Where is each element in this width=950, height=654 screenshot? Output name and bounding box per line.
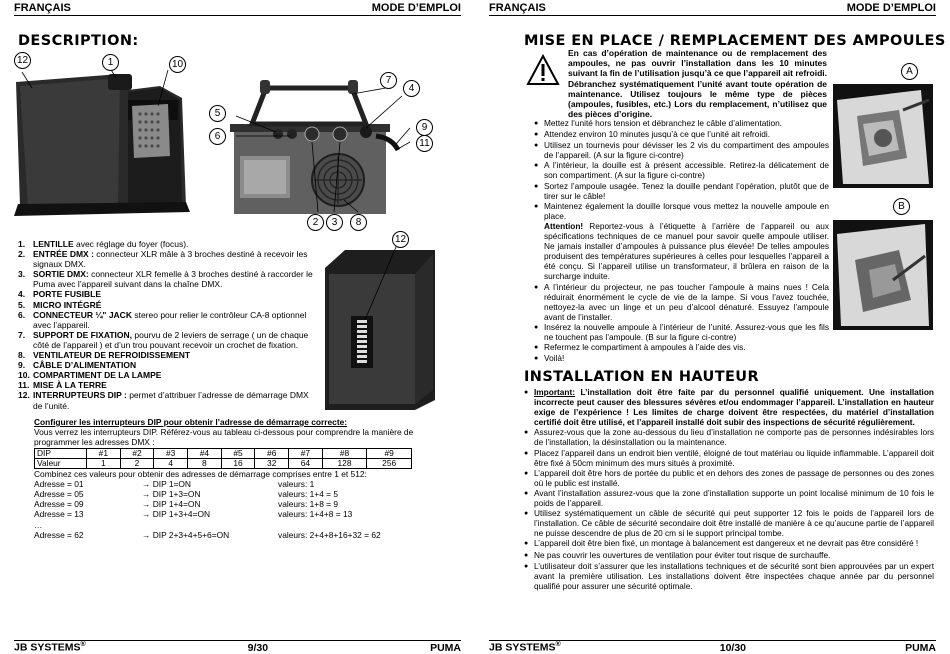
callout-12: 12: [14, 52, 31, 69]
maintenance-warning: En cas d’opération de maintenance ou de remplacement des ampoules, ne pas ouvrir l’installation dans les 10 minutes suivant la fin de l’utilisation jusqu’à ce que l’appareil ait refroidi. Débranchez systématiquement l’unité avant toute opération de maintenance. Utilisez toujours le même type de pièces (ampoules, fusibles, etc.) Lors du remplacement, n’utilisez que des pièces d’origine.: [568, 48, 827, 120]
list-item: 1. LENTILLE avec réglage du foyer (focus).: [18, 239, 189, 249]
list-item: ● Maintenez également la douille lorsque vous mettez la nouvelle ampoule en place.: [534, 200, 829, 221]
description-title: DESCRIPTION:: [18, 33, 139, 49]
list-item: ● A l’intérieur du projecteur, ne pas toucher l’ampoule à mains nues ! Cela réduirait énormément le cycle de vie de la lampe. Si vous l’avez touchée, nettoyez-la avec un linge et un peu d’alcool dénaturé. Essuyez l’ampoule avant de l’installer.: [534, 281, 829, 322]
callout-5: 5: [209, 105, 226, 122]
list-item: 3. SORTIE DMX: connecteur XLR femelle à 3 broches destiné à raccorder le Puma avec l’appareil suivant dans la chaîne DMX.: [18, 269, 313, 290]
brand-label: JB SYSTEMS®: [14, 641, 86, 654]
dip-title: Configurer les interrupteurs DIP pour obtenir l’adresse de démarrage correcte:: [34, 417, 348, 427]
callout-6: 6: [209, 128, 226, 145]
list-item: ● Ne pas couvrir les ouvertures de ventilation pour éviter tout risque de surchauffe.: [524, 549, 831, 560]
list-item: ● Insérez la nouvelle ampoule à l’intérieur de l’unité. Assurez-vous que les fils ne touchent pas l’ampoule. (B sur la figure ci-contre): [534, 321, 829, 342]
model-label: PUMA: [430, 641, 461, 654]
dmx-out-icon: [333, 127, 347, 141]
list-item: ● L’appareil doit être bien fixé, un montage à balancement est dangereux et ne devrait pas être considéré !: [524, 538, 919, 549]
page-footer: [14, 640, 461, 654]
callout-2: 2: [307, 214, 324, 231]
dip-intro: Vous verrez les interrupteurs DIP. Référez-vous au tableau ci-dessous pour comprendre la manière de programmer les adresses DMX :: [34, 427, 414, 448]
example-row: Adresse = 13 → DIP 1+3+4=ON valeurs: 1+4+8 = 13: [34, 509, 353, 520]
maintenance-steps: [534, 118, 829, 364]
list-item: 7. SUPPORT DE FIXATION, pourvu de 2 leviers de serrage ( un de chaque côté de l’appareil ) et d’un trou pouvant recevoir un crochet de fixation.: [18, 329, 309, 350]
dmx-in-icon: [305, 127, 319, 141]
important-note: ● Important: L’installation doit être faite par du personnel qualifié uniquement. Une installation incorrecte peut causer des blessures sévères et/ou endommager l’appareil. L’installation en hauteur exige de l’expérience ! Les limites de charge doivent être respectées, du matériel d’installation certifié doit être utilisé, et l’appareil installé doit subir des inspections de sécurité régulièrement.: [524, 387, 934, 428]
page-footer: [489, 640, 936, 654]
list-item: ● Refermez le compartiment à ampoules à l’aide des vis.: [534, 342, 746, 353]
microphone-icon: [273, 129, 283, 139]
table-row: Valeur 1 2 4 8 16 32 64 128 256: [35, 458, 412, 468]
dip-section: [34, 417, 428, 540]
lamp-figure-a: [833, 80, 933, 190]
page-number: 9/30: [247, 641, 269, 654]
attention-note: Attention! Reportez-vous à l’étiquette à l’arrière de l’appareil ou aux spécifications techniques de ce manuel pour savoir quelle ampoule utiliser. Ne jamais installer d’ampoules à puissance plus élevée! De telles ampoules produisent des températures supérieures à celles pour lesquelles l’appareil a été conçu. Si l’appareil utilise un transformateur, il brûlera en raison de la surcharge induite.: [544, 220, 829, 282]
page-header: [14, 0, 461, 16]
list-item: 11. MISE À LA TERRE: [18, 380, 107, 391]
list-item: ● Utilisez un tournevis pour dévisser les 2 vis du compartiment des ampoules de l’appareil. (A sur la figure ci-contre): [534, 140, 829, 161]
list-item: ● A l’intérieur, la douille est à présent accessible. Retirez-la délicatement de son compartiment. (A sur la figure ci-contre): [534, 160, 829, 181]
list-item: 4. PORTE FUSIBLE: [18, 289, 102, 300]
list-item: ● Mettez l’unité hors tension et débranchez le câble d’alimentation.: [534, 118, 782, 128]
manual-label: MODE D’EMPLOI: [846, 1, 936, 14]
example-row: Adresse = 05 → DIP 1+3=ON valeurs: 1+4 = 5: [34, 489, 339, 500]
unit-side-figure: [10, 56, 195, 226]
language-label: FRANÇAIS: [489, 1, 546, 14]
installation-steps: [524, 387, 934, 591]
installation-title: INSTALLATION EN HAUTEUR: [524, 369, 760, 385]
page-header: [489, 0, 936, 16]
callout-1: 1: [102, 54, 119, 71]
list-item: 12. INTERRUPTEURS DIP : permet d’attribuer l’adresse de démarrage DMX de l’unité.: [18, 390, 309, 411]
callout-8: 8: [350, 214, 367, 231]
callout-b: B: [893, 198, 910, 215]
list-item: ● Attendez environ 10 minutes jusqu’à ce que l’unité ait refroidi.: [534, 129, 770, 140]
list-item: ● L’appareil doit être hors de portée du public et en dehors des zones de passage de personnes ou des zones où le public est installé.: [524, 467, 934, 488]
list-item: 8. VENTILATEUR DE REFROIDISSEMENT: [18, 350, 191, 361]
manual-label: MODE D’EMPLOI: [371, 1, 461, 14]
list-item: ● Placez l’appareil dans un endroit bien ventilé, éloigné de tout matériau ou liquide inflammable. L’appareil doit être fixé à 50cm minimum des murs situés à proximité.: [524, 447, 934, 468]
list-item: 9. CÂBLE D’ALIMENTATION: [18, 360, 137, 371]
callout-9: 9: [416, 119, 433, 136]
lens-icon: [108, 74, 132, 90]
model-label: PUMA: [905, 641, 936, 654]
callout-11: 11: [416, 135, 433, 152]
page-number: 10/30: [719, 641, 747, 654]
jack-connector-icon: [287, 129, 297, 139]
callout-7: 7: [380, 72, 397, 89]
description-list: [18, 239, 316, 411]
mounting-bracket-icon: [252, 88, 366, 124]
list-item: ● L’utilisateur doit s’assurer que les installations techniques et de sécurité sont bien approuvées par un expert avant la première utilisation. Les installations doivent être inspectées chaque année par du personnel qualifié pour assurer une sécurité optimale.: [524, 560, 934, 591]
callout-a: A: [901, 63, 918, 80]
callout-12-b: 12: [392, 231, 409, 248]
list-item: ● Assurez-vous que la zone au-dessous du lieu d’installation ne comporte pas de personnes indésirables lors de l’installation, la désinstallation ou la maintenance.: [524, 427, 934, 448]
rear-panel-figure: [226, 72, 426, 222]
dip-combine: Combinez ces valeurs pour obtenir des adresses de démarrage comprises entre 1 et 512:: [34, 468, 367, 479]
list-item: ● Voilà!: [534, 353, 565, 364]
example-row: …: [34, 519, 43, 530]
list-item: ● Avant l’installation assurez-vous que la zone d’installation supporte un point localisé minimum de 10 fois le poids de l’appareil.: [524, 487, 934, 509]
dip-switch-figure: [315, 240, 440, 415]
callout-3: 3: [326, 214, 343, 231]
callout-10: 10: [169, 56, 186, 73]
list-item: ● Sortez l’ampoule usagée. Tenez la douille pendant l’opération, plutôt que de tirer sur le câble!: [534, 180, 829, 201]
list-item: 2. ENTRÉE DMX : connecteur XLR mâle à 3 broches destiné à recevoir les signaux DMX.: [18, 249, 308, 270]
list-item: 5. MICRO INTÉGRÉ: [18, 299, 102, 310]
list-item: 6. CONNECTEUR ¼" JACK stereo pour relier le contrôleur CA-8 optionnel avec l’appareil.: [18, 309, 307, 330]
language-label: FRANÇAIS: [14, 1, 71, 14]
example-row: Adresse = 09 → DIP 1+4=ON valeurs: 1+8 = 9: [34, 499, 339, 510]
example-row: Adresse = 62 → DIP 2+3+4+5+6=ON valeurs: 2+4+8+16+32 = 62: [34, 529, 381, 540]
lamp-figure-b: [833, 220, 933, 330]
table-row: DIP #1 #2 #3 #4 #5 #6 #7 #8 #9: [35, 448, 412, 458]
brand-label: JB SYSTEMS®: [489, 641, 561, 654]
example-row: Adresse = 01 → DIP 1=ON valeurs: 1: [34, 478, 315, 489]
list-item: ● Utilisez systématiquement un câble de sécurité qui peut supporter 12 fois le poids de l’appareil lors de l’installation. Ce câble de sécurité secondaire doit être installé de manière à ce qu’aucune partie de l’appareil ne puisse descendre de plus de 20 cm si le support principal tombe.: [524, 508, 934, 539]
maintenance-title: MISE EN PLACE / REMPLACEMENT DES AMPOULES: [524, 33, 946, 49]
callout-4: 4: [403, 80, 420, 97]
list-item: 10. COMPARTIMENT DE LA LAMPE: [18, 370, 162, 381]
dip-table: [34, 448, 412, 469]
